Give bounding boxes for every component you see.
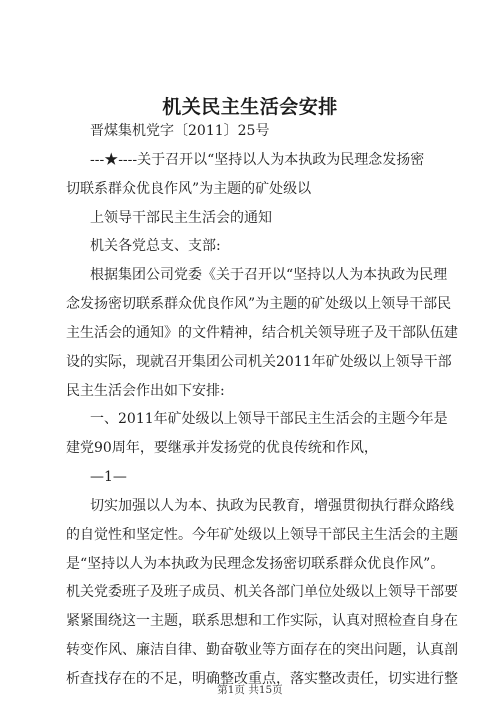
body-line: 切实加强以人为本、执政为民教育，增强贯彻执行群众路线 bbox=[90, 497, 454, 514]
body-line: 析查找存在的不足，明确整改重点，落实整改责任，切实进行整 bbox=[66, 671, 458, 687]
document-number: 晋煤集机党字〔2011〕25号 bbox=[90, 123, 270, 139]
body-line: 切联系群众优良作风”为主题的矿处级以 bbox=[66, 180, 312, 197]
body-line: 建党90周年，要继承并发扬党的优良传统和作风， bbox=[66, 440, 378, 457]
body-line: 民主生活会作出如下安排: bbox=[66, 382, 225, 399]
body-line: ---★----关于召开以“坚持以人为本执政为民理念发扬密 bbox=[90, 151, 425, 168]
body-line: 的自觉性和坚定性。今年矿处级以上领导干部民主生活会的主题 bbox=[66, 526, 458, 543]
body-line: 设的实际，现就召开集团公司机关2011年矿处级以上领导干部 bbox=[66, 353, 452, 370]
body-line: 根据集团公司党委《关于召开以“坚持以人为本执政为民理 bbox=[90, 267, 448, 284]
body-line: 转变作风、廉洁自律、勤奋敬业等方面存在的突出问题，认真剖 bbox=[66, 642, 458, 659]
body-line: 机关各党总支、支部: bbox=[90, 238, 221, 255]
document-title: 机关民主生活会安排 bbox=[162, 96, 338, 118]
body-line: 紧紧围绕这一主题，联系思想和工作实际，认真对照检查自身在 bbox=[66, 613, 458, 630]
page-marker: —1— bbox=[90, 469, 127, 486]
body-line: 是“坚持以人为本执政为民理念发扬密切联系群众优良作风”。 bbox=[66, 555, 445, 572]
body-line: 一、2011年矿处级以上领导干部民主生活会的主题今年是 bbox=[90, 411, 448, 428]
body-line: 主生活会的通知》的文件精神，结合机关领导班子及干部队伍建 bbox=[66, 324, 458, 341]
body-line: 念发扬密切联系群众优良作风”为主题的矿处级以上领导干部民 bbox=[66, 296, 452, 313]
body-line: 上领导干部民主生活会的通知 bbox=[90, 209, 272, 226]
page-footer: 第1页 共15页 bbox=[217, 684, 283, 696]
body-line: 机关党委班子及班子成员、机关各部门单位处级以上领导干部要 bbox=[66, 584, 458, 601]
